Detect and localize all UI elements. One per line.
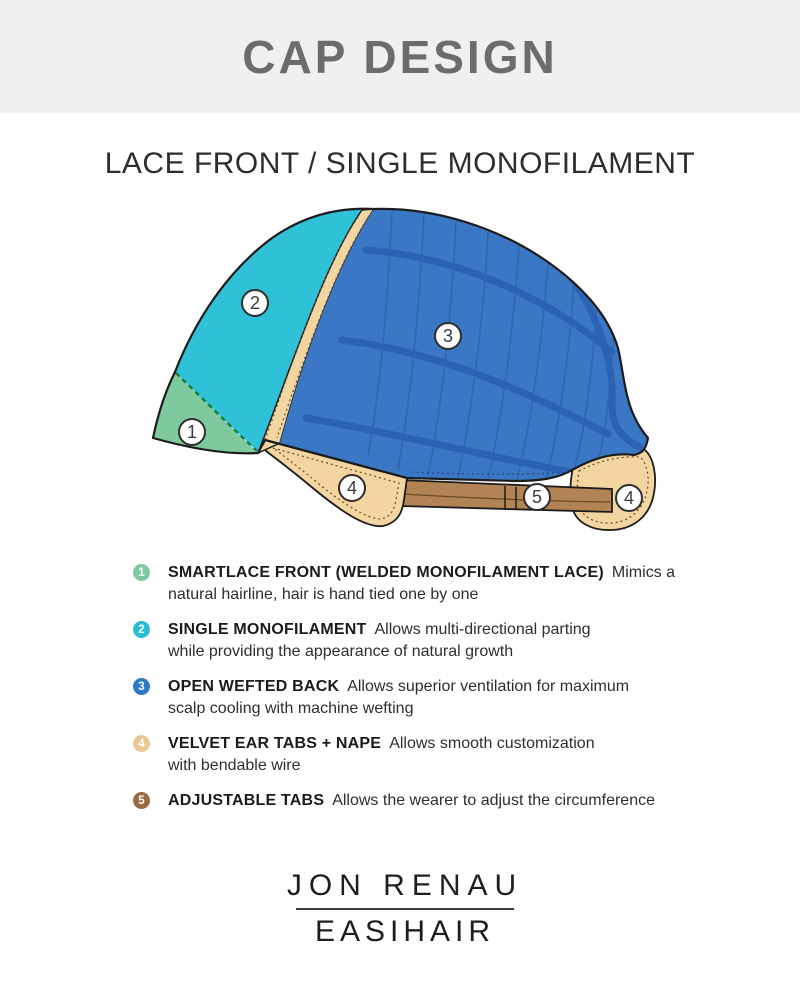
page-title: CAP DESIGN bbox=[242, 30, 558, 83]
legend-item-adjustable-tabs bbox=[133, 790, 655, 812]
cap-subtitle: LACE FRONT / SINGLE MONOFILAMENT bbox=[104, 147, 696, 180]
brand-name-bottom: EASIHAIR bbox=[314, 915, 496, 948]
part-marker-2: 2 bbox=[241, 289, 269, 317]
legend-badge-4: 4 bbox=[133, 735, 150, 752]
brand-logo bbox=[5, 869, 800, 949]
part-marker-5: 5 bbox=[523, 483, 551, 511]
legend-item-velvet-ear-tabs bbox=[133, 733, 595, 777]
legend-text-5: ADJUSTABLE TABS Allows the wearer to adjust the circumference bbox=[168, 792, 655, 809]
legend-text-4: VELVET EAR TABS + NAPE Allows smooth customization with bendable wire bbox=[168, 735, 595, 774]
part-marker-4-left: 4 bbox=[338, 474, 366, 502]
legend-item-single-monofilament bbox=[133, 619, 591, 663]
legend-badge-1: 1 bbox=[133, 564, 150, 581]
legend-badge-5: 5 bbox=[133, 792, 150, 809]
legend-badge-2: 2 bbox=[133, 621, 150, 638]
legend-text-2: SINGLE MONOFILAMENT Allows multi-directional parting while providing the appearance of natural growth bbox=[168, 621, 591, 660]
part-marker-4-right: 4 bbox=[615, 484, 643, 512]
legend-badge-3: 3 bbox=[133, 678, 150, 695]
brand-name-top: JON RENAU bbox=[286, 869, 524, 902]
legend-text-3: OPEN WEFTED BACK Allows superior ventilation for maximum scalp cooling with machine wefting bbox=[168, 678, 630, 717]
legend-item-smartlace-front bbox=[133, 562, 675, 606]
legend-text-1: SMARTLACE FRONT (WELDED MONOFILAMENT LACE) Mimics a natural hairline, hair is hand tied one by one bbox=[168, 564, 676, 603]
legend-item-open-wefted-back bbox=[133, 676, 629, 720]
part-marker-1: 1 bbox=[178, 418, 206, 446]
brand-divider bbox=[296, 908, 514, 910]
part-marker-3: 3 bbox=[434, 322, 462, 350]
